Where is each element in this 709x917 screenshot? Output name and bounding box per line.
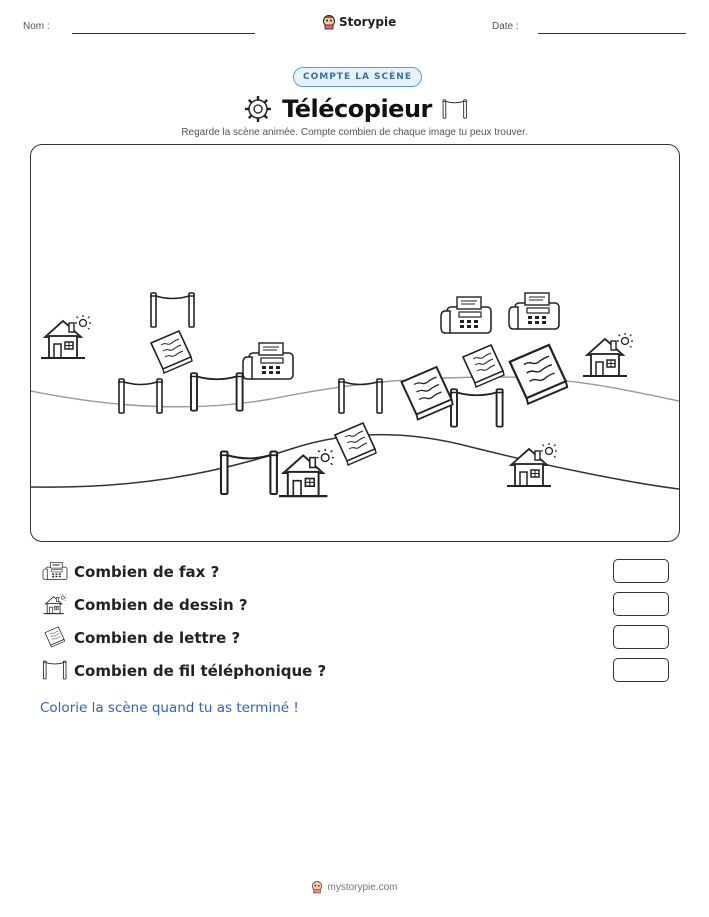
question-row — [40, 657, 672, 690]
storypie-mascot-icon — [311, 880, 323, 894]
section-badge: COMPTE LA SCÈNE — [293, 67, 422, 87]
scene-frame[interactable] — [30, 144, 680, 542]
answer-box-house[interactable] — [613, 592, 669, 616]
instructions-subtitle: Regarde la scène animée. Compte combien de chaque image tu peux trouver. — [181, 127, 528, 138]
telephone-wire-2 — [118, 379, 163, 413]
question-row — [40, 591, 672, 624]
answer-box-fax[interactable] — [613, 559, 669, 583]
telephone-wire-5 — [450, 389, 504, 426]
name-line[interactable] — [72, 33, 255, 34]
question-wire-label: Combien de fil téléphonique ? — [74, 662, 327, 680]
footer — [0, 880, 709, 894]
house-icon — [42, 593, 68, 615]
fax-1 — [441, 297, 491, 333]
question-fax-label: Combien de fax ? — [74, 563, 220, 581]
letter-icon — [42, 626, 68, 648]
question-house-label: Combien de dessin ? — [74, 596, 248, 614]
date-line[interactable] — [538, 33, 686, 34]
page-title: Télécopieur — [282, 95, 432, 123]
house-1 — [41, 315, 91, 358]
brand-logo — [322, 14, 396, 30]
house-4 — [507, 443, 557, 486]
questions-list — [40, 558, 672, 690]
telephone-wire-icon — [42, 659, 68, 681]
telephone-wire-6 — [220, 452, 279, 495]
letter-1 — [151, 331, 192, 373]
color-instruction: Colorie la scène quand tu as terminé ! — [40, 700, 299, 716]
letter-2 — [402, 367, 453, 420]
name-label: Nom : — [23, 21, 50, 32]
fax-3 — [243, 343, 293, 379]
title-row — [240, 92, 472, 126]
brand-name: Storypie — [339, 15, 397, 29]
answer-box-letter[interactable] — [613, 625, 669, 649]
letter-3 — [463, 345, 504, 387]
telephone-wire-1 — [150, 293, 195, 327]
question-row — [40, 558, 672, 591]
date-label: Date : — [492, 21, 519, 32]
telephone-wire-icon — [442, 96, 468, 122]
back-hill-line — [31, 377, 679, 407]
house-3 — [279, 449, 334, 496]
letter-4 — [510, 345, 567, 404]
telephone-wire-4 — [338, 379, 383, 413]
question-letter-label: Combien de lettre ? — [74, 629, 241, 647]
house-2 — [583, 333, 633, 376]
gear-icon — [244, 95, 272, 123]
question-row — [40, 624, 672, 657]
footer-url[interactable]: mystorypie.com — [327, 881, 398, 893]
letter-5 — [335, 423, 376, 465]
fax-icon — [42, 560, 68, 582]
storypie-mascot-icon — [322, 14, 336, 30]
fax-2 — [509, 293, 559, 329]
scene-illustration — [31, 145, 679, 541]
answer-box-wire[interactable] — [613, 658, 669, 682]
